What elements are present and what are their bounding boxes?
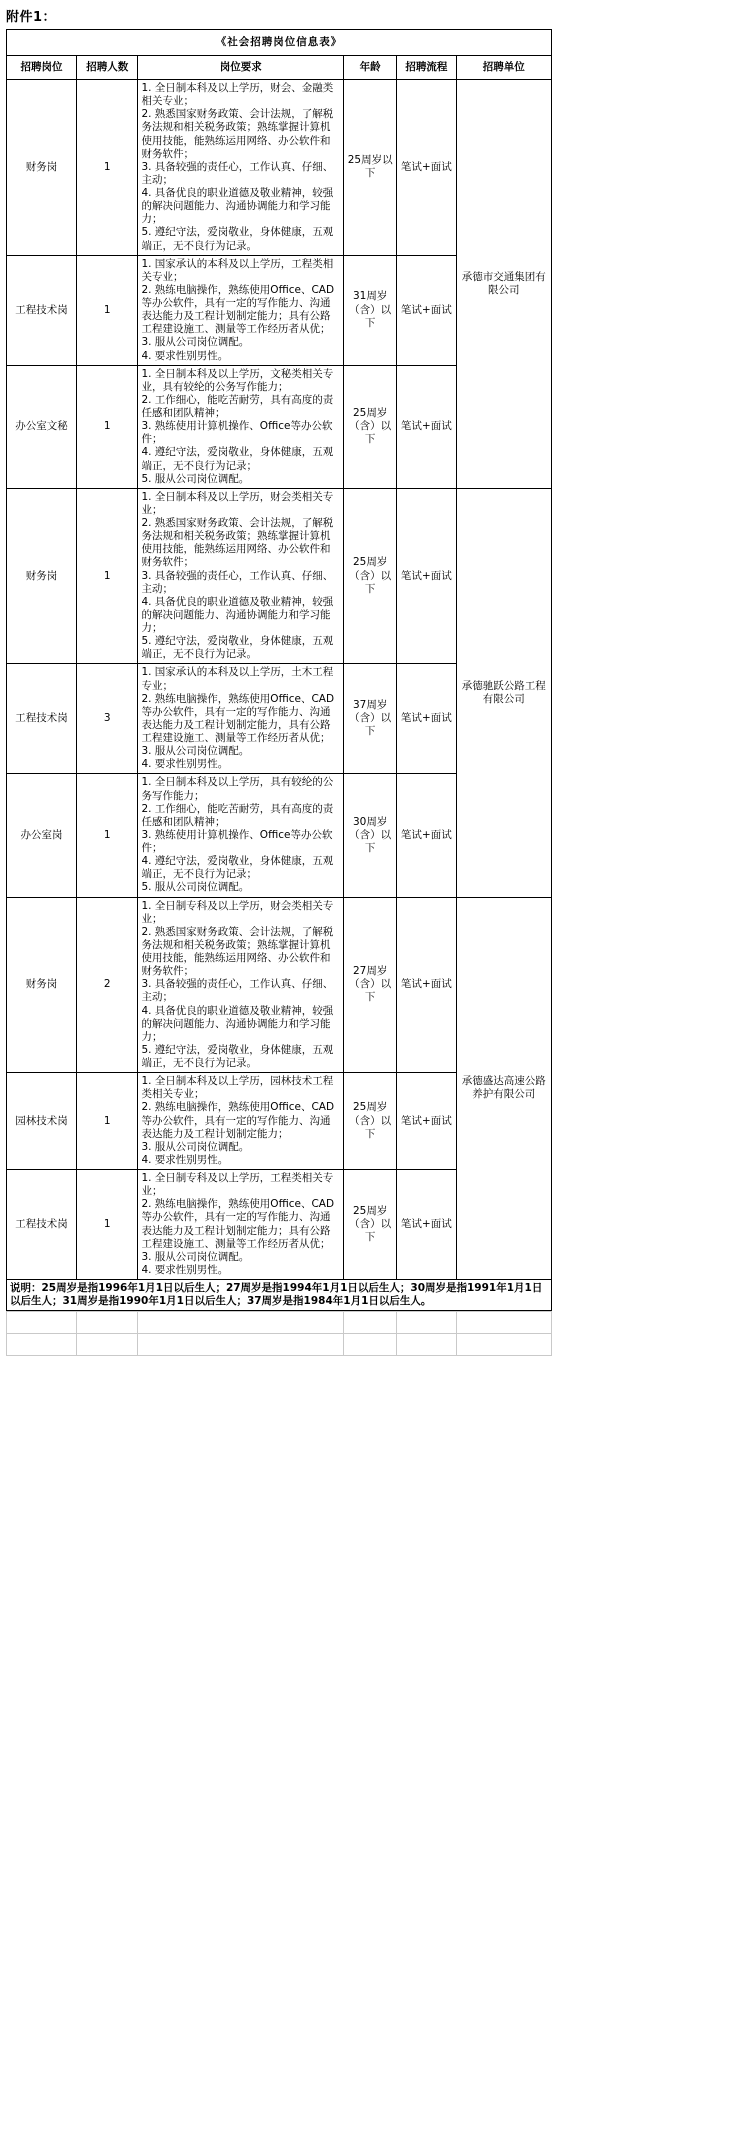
requirement-line: 3. 服从公司岗位调配。: [141, 336, 250, 349]
requirement-line: 2. 熟练电脑操作，熟练使用Office、CAD等办公软件，具有一定的写作能力、沟通表达能力及工程计划制定能力；具有公路工程建设施工、测量等工作经历者从优；: [141, 1198, 335, 1250]
requirement-line: 3. 服从公司岗位调配。: [141, 1250, 250, 1263]
cell-post: 工程技术岗: [7, 664, 77, 774]
blank-cell: [456, 1312, 551, 1334]
requirement-line: 5. 遵纪守法，爱岗敬业，身体健康，五观端正，无不良行为记录。: [141, 226, 334, 252]
cell-requirements: [138, 80, 344, 256]
cell-count: 1: [76, 1073, 137, 1170]
cell-count: 1: [76, 774, 137, 897]
requirement-line: 4. 要求性别男性。: [141, 1263, 229, 1276]
column-header-age: 年龄: [344, 56, 397, 80]
cell-age: 37周岁（含）以下: [344, 664, 397, 774]
cell-age: 25周岁（含）以下: [344, 488, 397, 664]
cell-post: 财务岗: [7, 80, 77, 256]
requirement-line: 4. 要求性别男性。: [141, 1153, 229, 1166]
cell-process: 笔试+面试: [397, 488, 456, 664]
requirement-line: 1. 全日制专科及以上学历，财会类相关专业；: [141, 899, 334, 925]
cell-unit: 承德驰跃公路工程有限公司: [456, 488, 551, 897]
table-title-row: [7, 30, 552, 56]
cell-count: 1: [76, 255, 137, 365]
cell-requirements: [138, 255, 344, 365]
blank-cell: [138, 1334, 344, 1356]
cell-requirements: [138, 365, 344, 488]
requirement-line: 4. 具备优良的职业道德及敬业精神，较强的解决问题能力、沟通协调能力和学习能力；: [141, 187, 334, 226]
cell-count: 1: [76, 488, 137, 664]
cell-count: 1: [76, 1170, 137, 1280]
cell-unit: 承德市交通集团有限公司: [456, 80, 551, 489]
blank-cell: [397, 1312, 456, 1334]
table-header-row: [7, 56, 552, 80]
blank-cell: [397, 1334, 456, 1356]
note-row: [7, 1280, 552, 1311]
requirement-line: 4. 具备优良的职业道德及敬业精神，较强的解决问题能力、沟通协调能力和学习能力；: [141, 595, 334, 634]
requirement-line: 2. 工作细心，能吃苦耐劳，具有高度的责任感和团队精神；: [141, 393, 334, 419]
requirement-line: 3. 具备较强的责任心，工作认真、仔细、主动；: [141, 160, 334, 186]
requirement-line: 5. 遵纪守法，爱岗敬业，身体健康，五观端正，无不良行为记录。: [141, 1043, 334, 1069]
cell-process: 笔试+面试: [397, 1073, 456, 1170]
blank-cell: [138, 1312, 344, 1334]
requirement-line: 1. 全日制本科及以上学历，文秘类相关专业，具有较纶的公务写作能力；: [141, 367, 334, 393]
blank-cell: [7, 1334, 77, 1356]
cell-requirements: [138, 897, 344, 1073]
cell-count: 3: [76, 664, 137, 774]
cell-process: 笔试+面试: [397, 664, 456, 774]
cell-post: 办公室岗: [7, 774, 77, 897]
requirement-line: 3. 服从公司岗位调配。: [141, 1140, 250, 1153]
table-row: [7, 488, 552, 664]
requirement-line: 2. 熟悉国家财务政策、会计法规，了解税务法规和相关税务政策；熟练掌握计算机使用技能，能熟练运用网络、办公软件和财务软件；: [141, 925, 334, 978]
column-header-unit: 招聘单位: [456, 56, 551, 80]
recruitment-table: [6, 29, 552, 1311]
cell-post: 办公室文秘: [7, 365, 77, 488]
cell-process: 笔试+面试: [397, 774, 456, 897]
requirement-line: 1. 国家承认的本科及以上学历，土木工程专业；: [141, 666, 334, 692]
requirement-line: 5. 遵纪守法，爱岗敬业，身体健康，五观端正，无不良行为记录。: [141, 635, 334, 661]
cell-process: 笔试+面试: [397, 1170, 456, 1280]
cell-count: 1: [76, 80, 137, 256]
blank-cell: [7, 1312, 77, 1334]
requirement-line: 1. 全日制本科及以上学历，财会类相关专业；: [141, 490, 334, 516]
requirement-line: 2. 熟练电脑操作，熟练使用Office、CAD等办公软件，具有一定的写作能力、沟通表达能力及工程计划制定能力，具有公路工程建设施工、测量等工作经历者从优；: [141, 692, 335, 744]
blank-cell: [344, 1334, 397, 1356]
table-row: [7, 897, 552, 1073]
cell-requirements: [138, 664, 344, 774]
attachment-label: 附件1：: [6, 10, 57, 25]
cell-post: 财务岗: [7, 488, 77, 664]
cell-age: 25周岁（含）以下: [344, 1073, 397, 1170]
cell-count: 1: [76, 365, 137, 488]
table-title: 《社会招聘岗位信息表》: [7, 30, 552, 56]
cell-requirements: [138, 1073, 344, 1170]
cell-process: 笔试+面试: [397, 897, 456, 1073]
cell-process: 笔试+面试: [397, 255, 456, 365]
requirement-line: 4. 要求性别男性。: [141, 349, 229, 362]
blank-cell: [76, 1334, 137, 1356]
cell-requirements: [138, 1170, 344, 1280]
requirement-line: 4. 遵纪守法，爱岗敬业，身体健康，五观端正，无不良行为记录；: [141, 446, 334, 472]
cell-age: 25周岁以下: [344, 80, 397, 256]
requirement-line: 4. 遵纪守法，爱岗敬业，身体健康，五观端正，无不良行为记录；: [141, 855, 334, 881]
requirement-line: 3. 熟练使用计算机操作、Office等办公软件；: [141, 828, 333, 854]
cell-post: 财务岗: [7, 897, 77, 1073]
requirement-line: 1. 国家承认的本科及以上学历，工程类相关专业；: [141, 257, 334, 283]
cell-unit: 承德盛达高速公路养护有限公司: [456, 897, 551, 1280]
requirement-line: 2. 工作细心，能吃苦耐劳，具有高度的责任感和团队精神；: [141, 802, 334, 828]
cell-requirements: [138, 774, 344, 897]
requirement-line: 1. 全日制本科及以上学历，财会、金融类相关专业；: [141, 82, 334, 108]
column-header-post: 招聘岗位: [7, 56, 77, 80]
requirement-line: 4. 要求性别男性。: [141, 758, 229, 771]
blank-cell: [344, 1312, 397, 1334]
column-header-count: 招聘人数: [76, 56, 137, 80]
cell-process: 笔试+面试: [397, 80, 456, 256]
cell-requirements: [138, 488, 344, 664]
requirement-line: 4. 具备优良的职业道德及敬业精神，较强的解决问题能力、沟通协调能力和学习能力；: [141, 1004, 334, 1043]
requirement-line: 2. 熟练电脑操作，熟练使用Office、CAD等办公软件，具有一定的写作能力、沟通表达能力及工程计划制定能力；具有公路工程建设施工、测量等工作经历者从优；: [141, 283, 335, 336]
requirement-line: 3. 服从公司岗位调配。: [141, 745, 250, 758]
requirement-line: 2. 熟悉国家财务政策、会计法规，了解税务法规和相关税务政策；熟练掌握计算机使用技能，能熟练运用网络、办公软件和财务软件；: [141, 517, 334, 569]
cell-post: 工程技术岗: [7, 255, 77, 365]
requirement-line: 3. 熟练使用计算机操作、Office等办公软件；: [141, 420, 333, 446]
cell-age: 31周岁（含）以下: [344, 255, 397, 365]
cell-post: 园林技术岗: [7, 1073, 77, 1170]
blank-row: [7, 1312, 552, 1334]
cell-age: 30周岁（含）以下: [344, 774, 397, 897]
cell-age: 27周岁（含）以下: [344, 897, 397, 1073]
blank-cell: [76, 1312, 137, 1334]
cell-count: 2: [76, 897, 137, 1073]
requirement-line: 2. 熟练电脑操作，熟练使用Office、CAD等办公软件，具有一定的写作能力、沟通表达能力及工程计划制定能力；: [141, 1101, 335, 1140]
blank-row: [7, 1334, 552, 1356]
requirement-line: 1. 全日制本科及以上学历，园林技术工程类相关专业；: [141, 1075, 334, 1101]
requirement-line: 3. 具备较强的责任心，工作认真、仔细、主动；: [141, 978, 334, 1004]
blank-cell: [456, 1334, 551, 1356]
requirement-line: 2. 熟悉国家财务政策、会计法规，了解税务法规和相关税务政策；熟练掌握计算机使用技能，能熟练运用网络、办公软件和财务软件；: [141, 108, 334, 160]
requirement-line: 1. 全日制本科及以上学历，具有较纶的公务写作能力；: [141, 776, 334, 802]
cell-process: 笔试+面试: [397, 365, 456, 488]
cell-age: 25周岁（含）以下: [344, 365, 397, 488]
column-header-process: 招聘流程: [397, 56, 456, 80]
table-row: [7, 80, 552, 256]
requirement-line: 5. 服从公司岗位调配。: [141, 472, 250, 485]
blank-grid: [6, 1311, 552, 1356]
requirement-line: 5. 服从公司岗位调配。: [141, 881, 250, 894]
requirement-line: 1. 全日制专科及以上学历，工程类相关专业；: [141, 1172, 334, 1198]
column-header-requirements: 岗位要求: [138, 56, 344, 80]
requirement-line: 3. 具备较强的责任心，工作认真、仔细、主动；: [141, 569, 334, 595]
cell-post: 工程技术岗: [7, 1170, 77, 1280]
cell-age: 25周岁（含）以下: [344, 1170, 397, 1280]
note-text: 说明：25周岁是指1996年1月1日以后生人；27周岁是指1994年1月1日以后生人；30周岁是指1991年1月1日以后生人；31周岁是指1990年1月1日以后生人；37周岁是指1984年1月1日以后生人。: [7, 1280, 552, 1311]
